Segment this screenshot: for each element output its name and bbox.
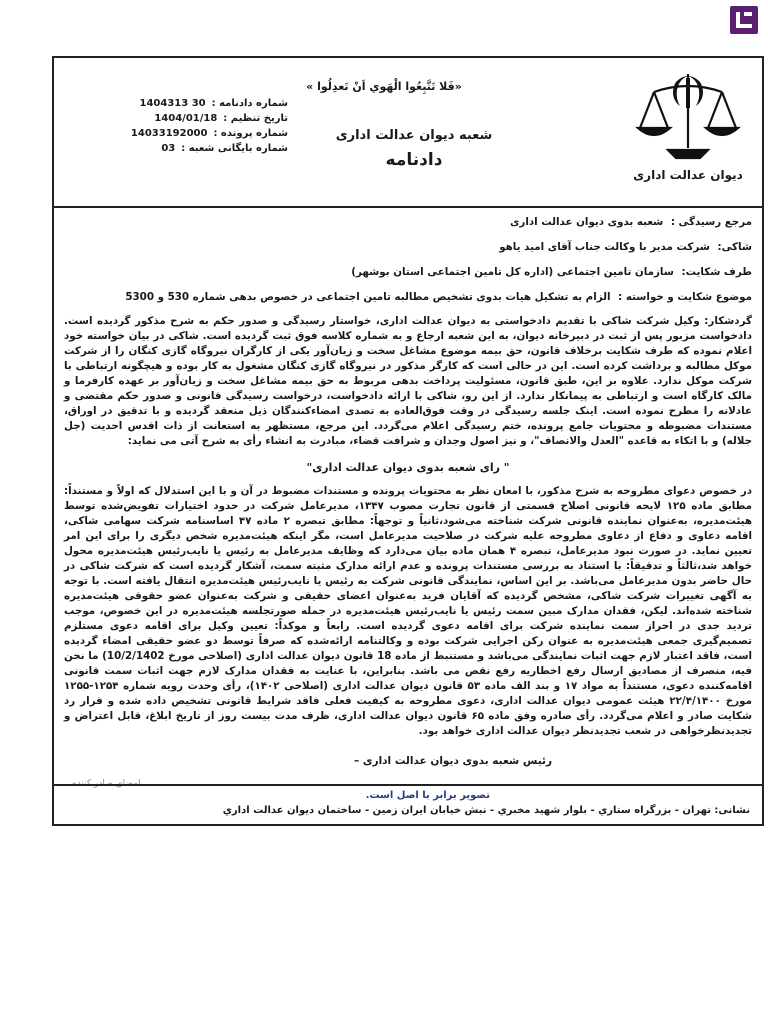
meta-value: 1404313 30 [139, 98, 206, 109]
field-label: طرف شکایت: [681, 266, 752, 278]
meta-label: شماره دادنامه : [211, 98, 288, 109]
meta-label: شماره پرونده : [213, 128, 288, 139]
field-value: شرکت مدیر با وکالت جناب آقای امید یاهو [499, 241, 710, 253]
document-title: دادنامه [385, 150, 443, 170]
meta-value: 14033192000 [130, 128, 208, 139]
document-header [54, 58, 762, 208]
verdict-text: در خصوص دعوای مطروحه به شرح مذکور، با امعان نظر به محتویات پرونده و مستندات مضبوط در آن و با این استدلال که اولاً و مستنداً: مطابق ماده ۱۲۵ لایحه قانونی اصلاح قسمتی از قانون تجارت مصوب ۱۳۴۷، مدیرعامل شرکت در حدود اختیارات تفویض‌شده توسط هیئت‌مدیره، به‌عنوان نماینده قانونی شرکت شناخته می‌شود،ثانیاً و توجهاً: مطابق تبصره ۲ ماده ۴۷ اساسنامه شرکت سهامی شاکی، اقامه دعاوی و دفاع از دعاوی مطروحه علیه شرکت در صلاحیت مدیرعامل است، مگر اینکه هیئت‌مدیره شخص دیگری را برای این امر تعیین نماید. در صورت نبود مدیرعامل، تبصره ۴ همان ماده بیان می‌دارد که وظایف مدیرعامل به رئیس یا نایب‌رئیس هیئت‌مدیره محول خواهد شد،ثالثاً و تدقیقاً: با استناد به بررسی مستندات پرونده و عدم ارائه مدارک مثبته سمت، آشکار گردیده است که شرکت شاکی در حال حاضر بدون مدیرعامل می‌باشد. بر این اساس، نمایندگی قانونی شرکت به رئیس یا نایب‌رئیس هیئت‌مدیره انتقال یافته است. با توجه به آگهی تغییرات شرکت شاکی، مشخص گردیده که آقایان فرید به‌عنوان اعضای حقیقی و شرکت به‌عنوان عضو حقوقی هیئت‌مدیره شناخته شده‌اند. لیکن، فقدان مدارک مبین سمت رئیس یا نایب‌رئیس هیئت‌مدیره در جمله صورتجلسه هیئت‌مدیره در این خصوص، موجب تردید جدی در احراز سمت نماینده شرکت برای اقامه دعوی گردیده است. رابعاً و موکداً: تعیین وکیل برای اقامه دعوی مستلزم تصمیم‌گیری جمعی هیئت‌مدیره به عنوان رکن اجرایی شرکت بوده و وکالتنامه ارائه‌شده که صرفاً توسط دو عضو حقیقی امضاء گردیده است، فاقد اعتبار لازم جهت اثبات نمایندگی می‌باشد و مستنبط از ماده 18 قانون دیوان عدالت اداری (اصلاحی مورخ 10/2/1402) ما نحن فیه، منصرف از مصادیق ارسال رفع اخطاریه رفع نقص می باشد. بنابراین، با عنایت به فقدان مدارک لازم جهت اثبات سمت قانونی اقامه‌کننده دعوی، مستنداً به مواد ۱۷ و بند الف ماده ۵۳ قانون دیوان عدالت اداری (اصلاحی ۱۴۰۲)، رأی وحدت رویه شماره ۱۲۵۴-۱۲۵۵ مورخ ۲۲/۴/۱۴۰۰ هیئت عمومی دیوان عدالت اداری، دعوی مطروحه به کیفیت فعلی فاقد شرایط قانونی تشخیص داده شده و قرار رد شکایت صادر و اعلام می‌گردد. رأی صادره وفق ماده ۶۵ قانون دیوان عدالت اداری، ظرف مدت بیست روز از تاریخ ابلاغ، قابل اعتراض و تجدیدنظرخواهی در شعب تجدیدنظر دیوان عدالت اداری خواهد بود. [64, 485, 753, 737]
reference-field [64, 214, 752, 231]
issuer-signature-label: امضای صادر کننده [72, 779, 141, 789]
defendant-field [64, 264, 752, 281]
court-address: نشانی: تهران - بزرگراه ستاري - بلوار شهيد مخبري - نبش خيابان ايران زمين - ساختمان ديوان عدالت اداري [222, 805, 750, 816]
document-body [54, 208, 762, 789]
quran-verse: «فَلا تَتَّبِعُوا الْهَوي اَنْ تَعدِلُوا » [306, 80, 462, 93]
case-metadata [68, 96, 288, 156]
meta-row [68, 111, 288, 126]
plaintiff-field [64, 239, 752, 256]
field-label: موضوع شکایت و خواسته : [618, 291, 752, 303]
field-label: مرجع رسیدگی : [670, 216, 752, 228]
emblem-caption: دیوان عدالت اداری [633, 168, 743, 182]
field-value: الزام به تشکیل هیات بدوی تشخیص مطالبه تامین اجتماعی در خصوص بدهی شماره 530 و 5300 [125, 291, 611, 303]
field-label: شاکی: [717, 241, 752, 253]
meta-label: شماره بایگانی شعبه : [181, 143, 288, 154]
subject-field [64, 289, 752, 306]
meta-row [68, 126, 288, 141]
meta-value: 1404/01/18 [154, 113, 218, 124]
case-summary: گردشکار: وکیل شرکت شاکی با تقدیم دادخواستی به دیوان عدالت اداری، خواستار رسیدگی و صدور حکم به شرح مذکور گردیده است. دادخواست مزبور پس از ثبت در دبیرخانه دیوان، به این شعبه ارجاع و به شماره کلاسه فوق ثبت گردیده است. شاکی در بیان خواسته خود اعلام نموده که طرف شکایت برخلاف قانون، حق بیمه موضوع مشاغل سخت و زیان‌آور یکی از کارگران نیروگاه گازی کنگان را از شرکت موکل مطالبه و برداشت کرده است. این در حالی است که کارگر مذکور در نیروگاه گازی کنگان مشغول به کار بوده و هیچگونه ارتباطی با شرکت موکل ندارد. علاوه بر این، طبق قانون، مسئولیت پرداخت بدهی مربوط به حق بیمه مشاغل سخت و زیان‌آور بر عهده کارفرما و مالک کارگاه است و ارتباطی به پیمانکار ندارد. از این رو، شاکی با ارائه دادخواست، درخواست رسیدگی قانونی و صدور حکم مقتضی و عادلانه را مطرح نموده است. اینک جلسه رسیدگی در وقت فوق‌العاده به تصدی امضاءکنندگان ذیل منعقد گردیده و با تدقیق در اوراق، مستندات مضبوطه و محتویات جامع پرونده، ختم رسیدگی اعلام می‌گردد. این مرجع، مستظهر به استعانت از ذات اقدس احدیت (جل جلاله) و با اتکاء به قاعده "العدل والانصاف"، و نیز اصول وجدان و شرافت قضاء، مبادرت به انشاء رأی به شرح آتی می نماید: [64, 315, 752, 447]
signature-line: رئیس شعبه بدوی دیوان عدالت اداری – [354, 755, 552, 767]
judgment-document [52, 56, 764, 826]
meta-row [68, 96, 288, 111]
verdict-title: " رای شعبه بدوی دیوان عدالت اداری" [306, 461, 510, 474]
app-logo [730, 6, 758, 34]
court-emblem [628, 66, 748, 182]
field-value: سازمان تامین اجتماعی (اداره کل تامین اجتماعی استان بوشهر) [351, 266, 674, 278]
branch-title: شعبه دیوان عدالت اداری [335, 128, 493, 143]
field-value: شعبه بدوی دیوان عدالت اداری [509, 216, 664, 228]
meta-row [68, 141, 288, 156]
meta-value: 03 [161, 143, 176, 154]
document-footer [54, 784, 762, 824]
iran-emblem-icon [630, 66, 746, 166]
certified-copy-note: تصویر برابر با اصل است. [365, 790, 490, 801]
meta-label: تاریخ تنظیم : [223, 113, 288, 124]
